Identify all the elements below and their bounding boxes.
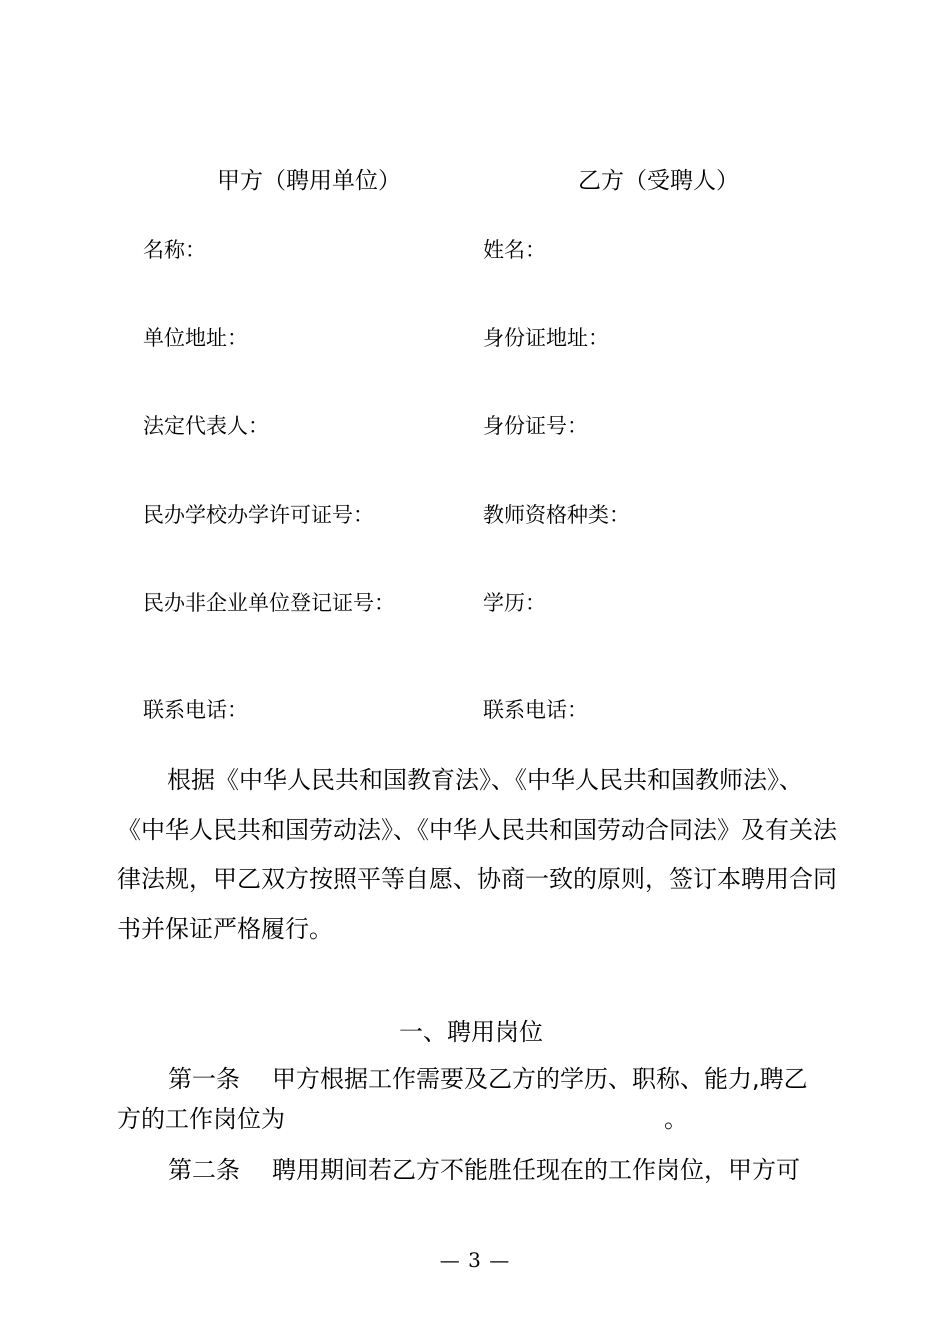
party-b-heading: 乙方（受聘人） [578,168,739,194]
field-a-phone: 联系电话： [143,698,248,722]
article-2-label: 第二条 [168,1156,240,1184]
field-a-address: 单位地址： [143,326,248,350]
article-2-text: 聘用期间若乙方不能胜任现在的工作岗位，甲方可 [272,1156,800,1184]
field-b-education: 学历： [483,591,546,615]
field-b-teacher-qualification: 教师资格种类： [483,503,630,527]
article-1-end: 。 [664,1105,688,1133]
page-number: — 3 — [439,1248,511,1272]
field-a-registration-no: 民办非企业单位登记证号： [143,591,395,615]
preamble-paragraph: 根据《中华人民共和国教育法》、《中华人民共和国教师法》、《中华人民共和国劳动法》、《中华人民共和国劳动合同法》及有关法律法规，甲乙双方按照平等自愿、协商一致的原则，签订本聘用合同书并保证严格履行。 [117,766,837,943]
field-b-id-address: 身份证地址： [483,326,609,350]
article-1-label: 第一条 [168,1065,240,1093]
party-a-heading: 甲方（聘用单位） [217,168,401,194]
field-b-phone: 联系电话： [483,698,588,722]
field-b-id-number: 身份证号： [483,414,588,438]
field-a-school-license: 民办学校办学许可证号： [143,503,374,527]
field-a-legal-rep: 法定代表人： [143,414,269,438]
article-1-text-cont: 方的工作岗位为 [117,1105,285,1133]
article-1-text: 甲方根据工作需要及乙方的学历、职称、能力,聘乙 [272,1065,808,1093]
field-a-name: 名称： [143,238,206,262]
section-title: 一、聘用岗位 [399,1018,543,1046]
field-b-name: 姓名： [483,238,546,262]
